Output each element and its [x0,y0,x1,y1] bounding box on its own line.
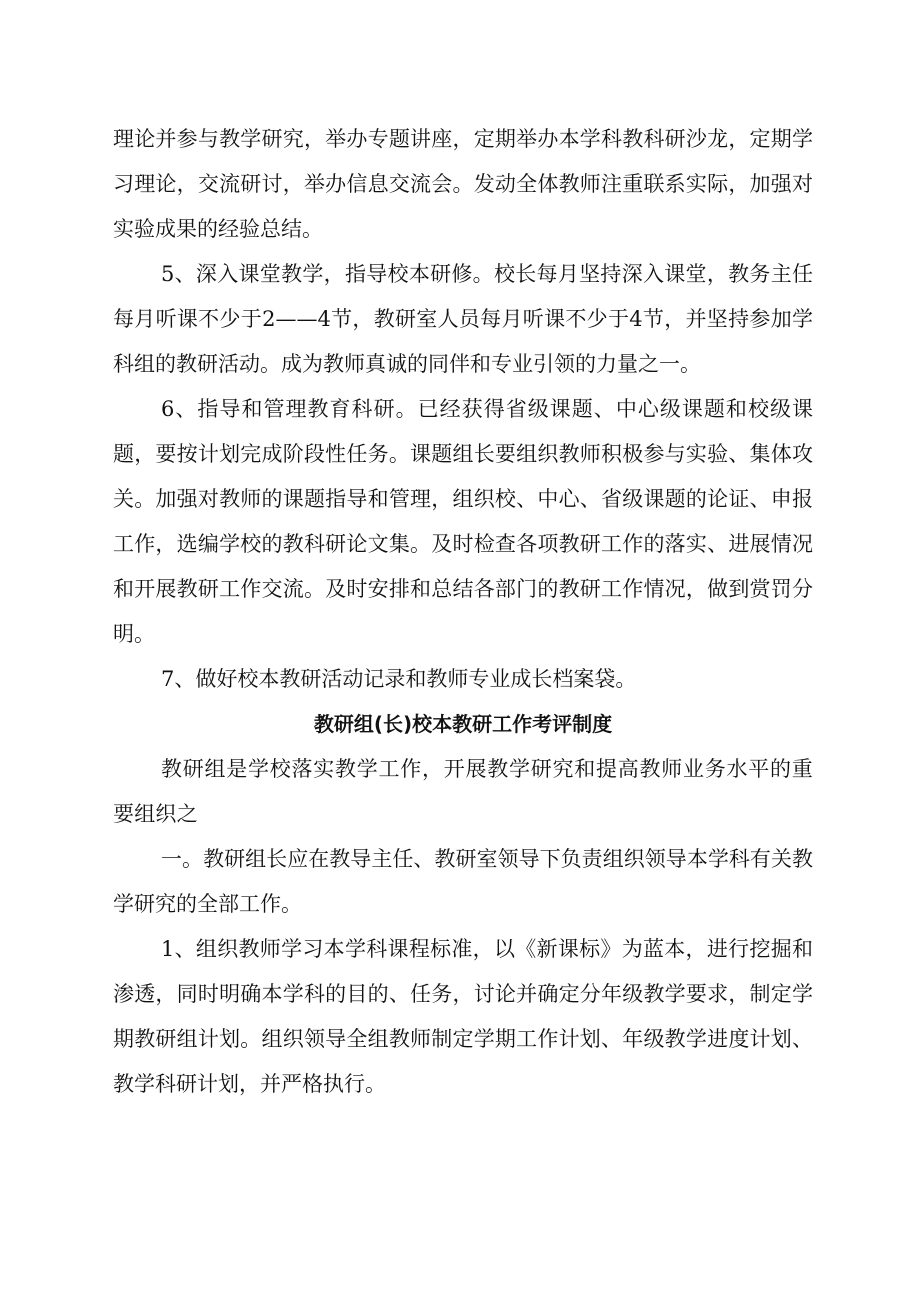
paragraph-continuation: 理论并参与教学研究，举办专题讲座，定期举办本学科教科研沙龙，定期学习理论，交流研讨，举办信息交流会。发动全体教师注重联系实际，加强对实验成果的经验总结。 [113,127,813,241]
document-page [113,117,813,1107]
section-title: 教研组(长)校本教研工作考评制度 [313,712,613,736]
paragraph-responsibility: 一。教研组长应在教导主任、教研室领导下负责组织领导本学科有关教学研究的全部工作。 [113,847,813,916]
paragraph-item-5: 5、深入课堂教学，指导校本研修。校长每月坚持深入课堂，教务主任每月听课不少于2——4节，教研室人员每月听课不少于4节，并坚持参加学科组的教研活动。成为教师真诚的同伴和专业引领的力量之一。 [113,262,813,376]
paragraph-intro: 教研组是学校落实教学工作，开展教学研究和提高教师业务水平的重要组织之 [113,757,813,826]
paragraph-item-7: 7、做好校本教研活动记录和教师专业成长档案袋。 [161,667,637,691]
paragraph-item-6: 6、指导和管理教育科研。已经获得省级课题、中心级课题和校级课题，要按计划完成阶段性任务。课题组长要组织教师积极参与实验、集体攻关。加强对教师的课题指导和管理，组织校、中心、省级课题的论证、申报工作，选编学校的教科研论文集。及时检查各项教研工作的落实、进展情况和开展教研工作交流。及时安排和总结各部门的教研工作情况，做到赏罚分明。 [113,397,813,646]
paragraph-item-1: 1、组织教师学习本学科课程标准，以《新课标》为蓝本，进行挖掘和渗透，同时明确本学科的目的、任务，讨论并确定分年级教学要求，制定学期教研组计划。组织领导全组教师制定学期工作计划、年级教学进度计划、教学科研计划，并严格执行。 [113,937,813,1096]
